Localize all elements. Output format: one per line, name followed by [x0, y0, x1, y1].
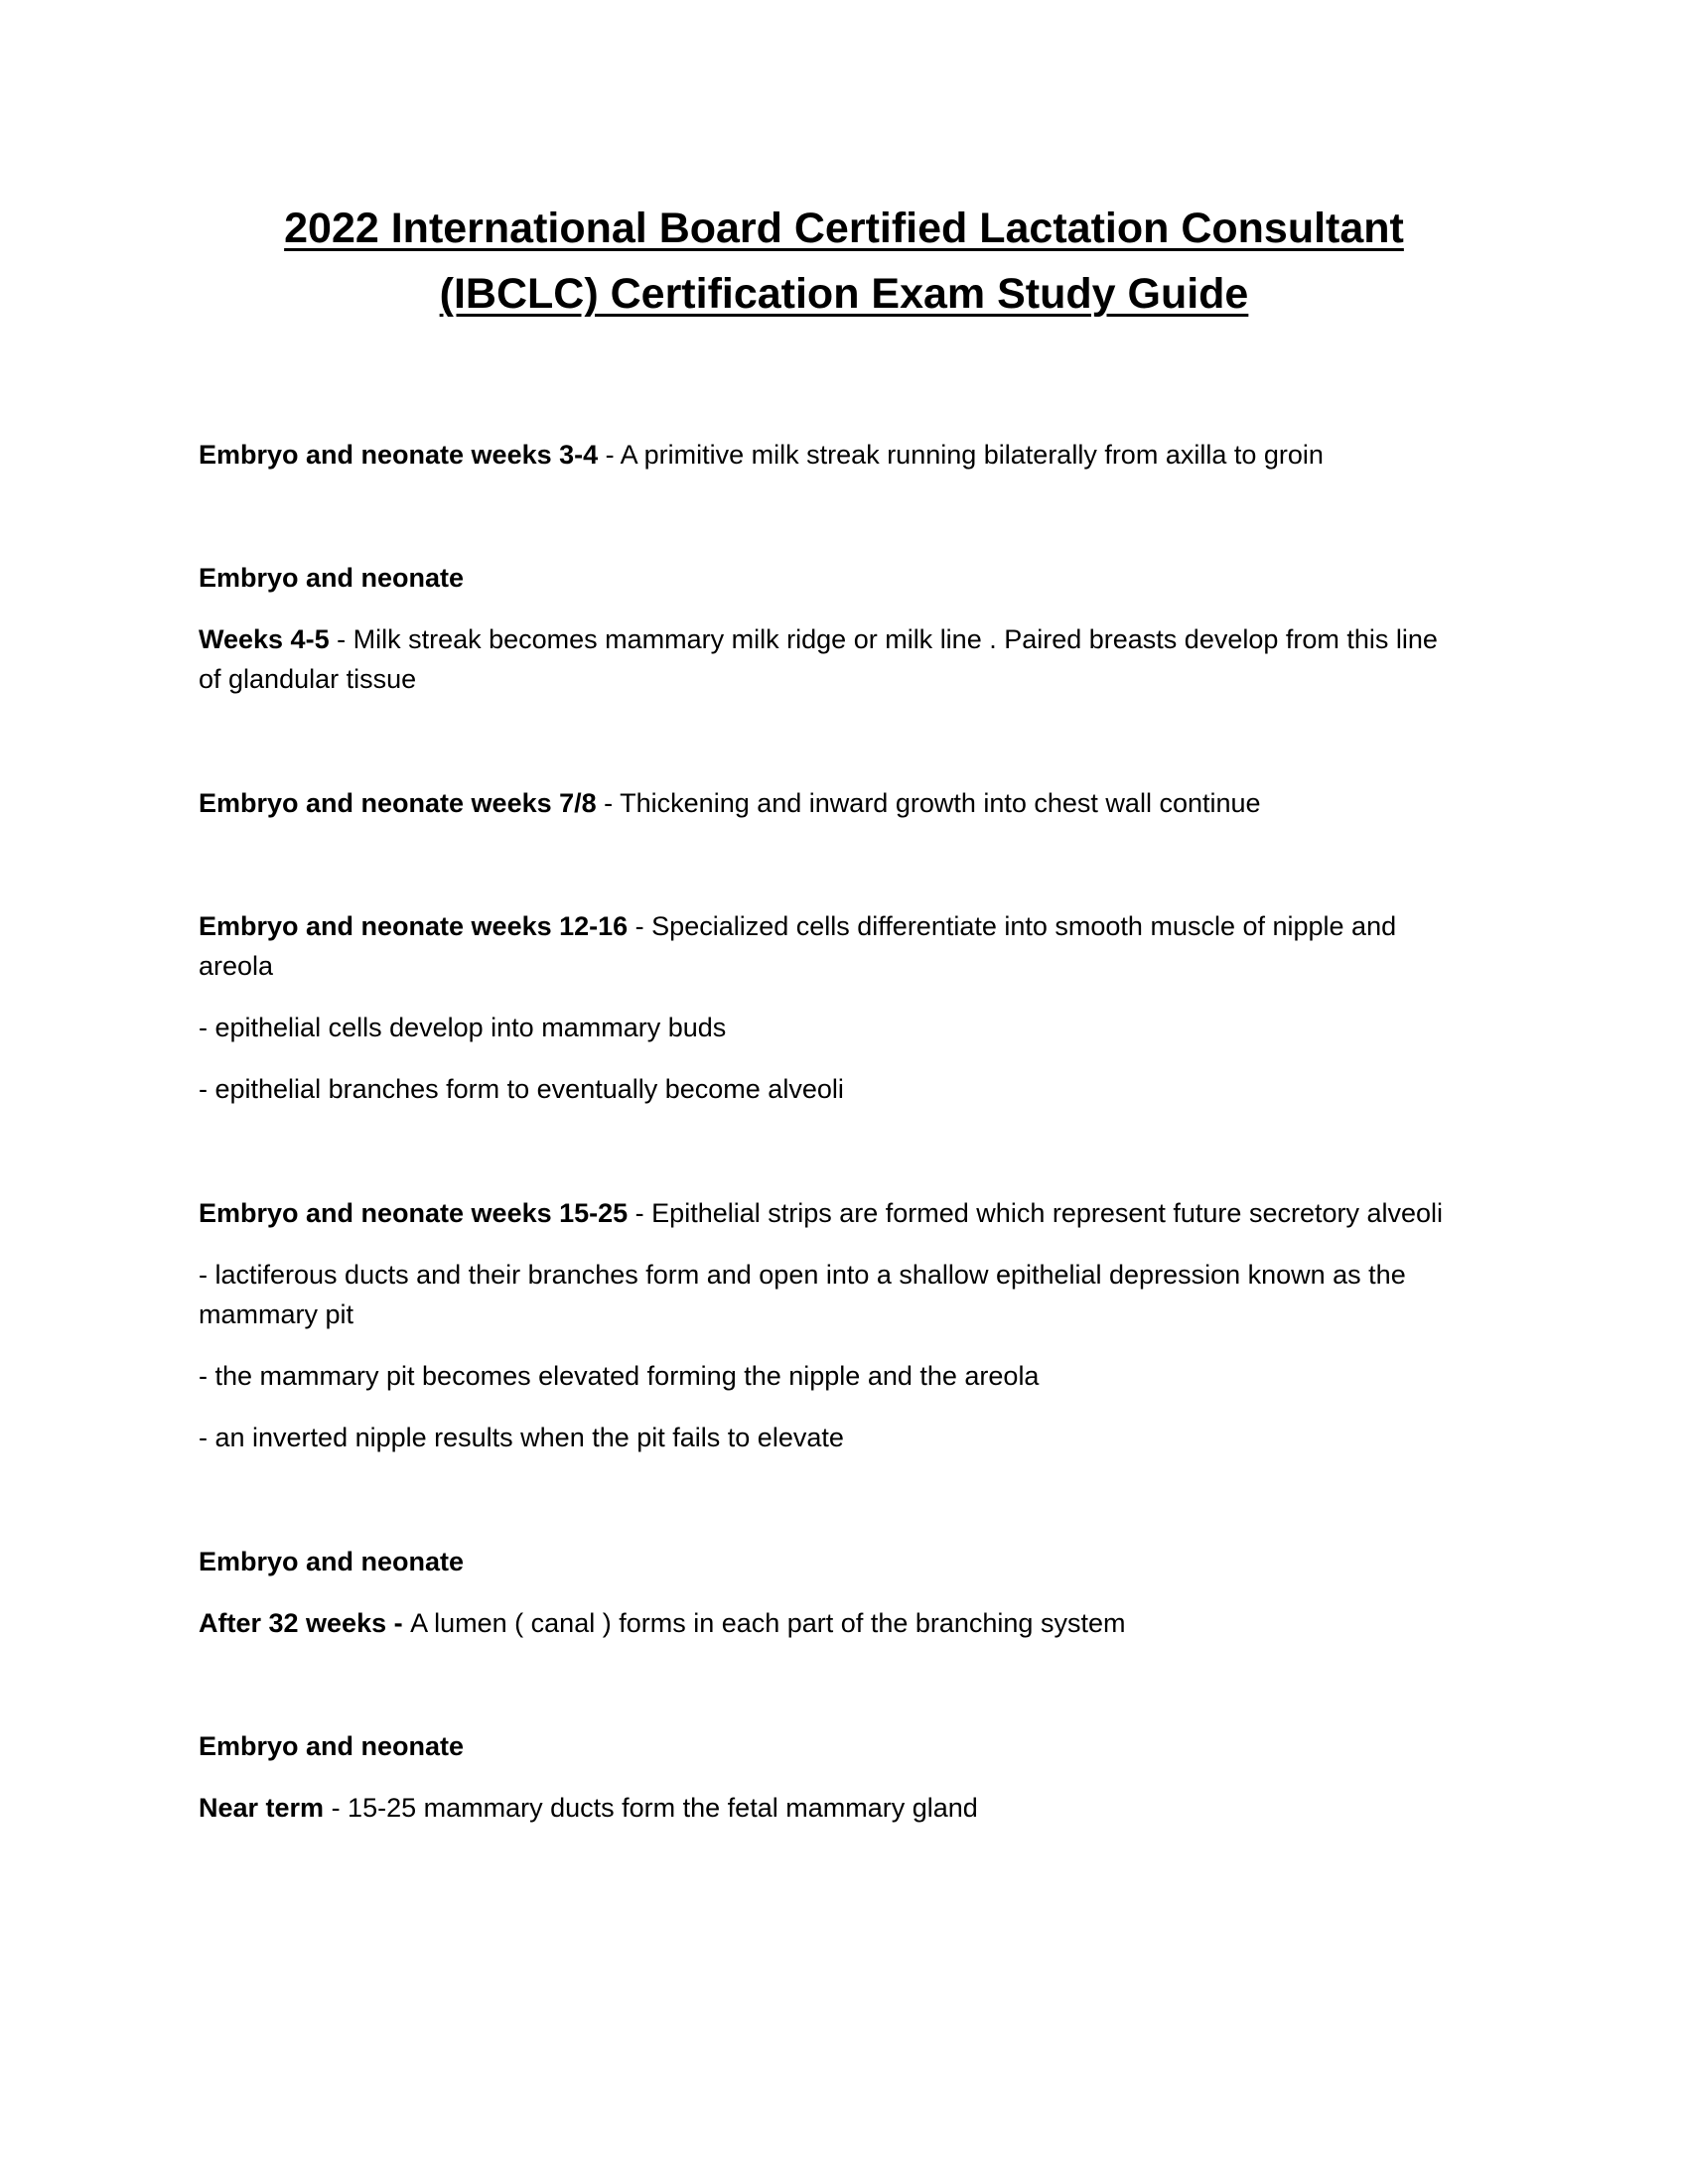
entry-weeks-3-4 [199, 435, 1489, 475]
entry-term: Near term [199, 1793, 325, 1823]
entry-term: After 32 weeks - [199, 1608, 411, 1638]
entry-term: Embryo and neonate weeks 15-25 [199, 1198, 629, 1228]
entry-definition: - A primitive milk streak running bilaterally from axilla to groin [598, 440, 1324, 470]
bullet-item: - epithelial branches form to eventually become alveoli [199, 1074, 844, 1104]
entry-definition-continued: areola [199, 951, 274, 981]
entry-after-32-weeks [199, 1603, 1489, 1643]
title-line-2: (IBCLC) Certification Exam Study Guide [439, 270, 1249, 318]
bullet-item: - lactiferous ducts and their branches form and open into a shallow epithelial depression known as the [199, 1260, 1406, 1290]
entry-term: Embryo and neonate weeks 7/8 [199, 788, 597, 818]
bullet-item-continued: mammary pit [199, 1299, 354, 1329]
entry-weeks-4-5 [199, 619, 1489, 659]
bullet-item: - the mammary pit becomes elevated forming the nipple and the areola [199, 1361, 1040, 1391]
entry-heading: Embryo and neonate [199, 1547, 465, 1576]
entry-definition-continued: of glandular tissue [199, 664, 417, 694]
bullet-item: - epithelial cells develop into mammary buds [199, 1013, 727, 1042]
entry-definition: - Milk streak becomes mammary milk ridge or milk line . Paired breasts develop from this line [329, 624, 1438, 654]
bullet-item: - an inverted nipple results when the pit fails to elevate [199, 1423, 844, 1452]
entry-definition: - 15-25 mammary ducts form the fetal mammary gland [324, 1793, 978, 1823]
entry-term: Weeks 4-5 [199, 624, 330, 654]
title-line-1: 2022 International Board Certified Lactation Consultant [284, 205, 1404, 252]
entry-term: Embryo and neonate weeks 12-16 [199, 911, 629, 941]
entry-near-term [199, 1788, 1489, 1828]
entry-heading: Embryo and neonate [199, 1731, 465, 1761]
entry-weeks-12-16 [199, 906, 1489, 946]
entry-definition: A lumen ( canal ) forms in each part of the branching system [410, 1608, 1126, 1638]
entry-weeks-15-25 [199, 1193, 1489, 1233]
entry-definition: - Epithelial strips are formed which represent future secretory alveoli [628, 1198, 1444, 1228]
document-title [199, 196, 1489, 327]
entry-term: Embryo and neonate weeks 3-4 [199, 440, 599, 470]
entry-definition: - Thickening and inward growth into chest wall continue [596, 788, 1261, 818]
entry-definition: - Specialized cells differentiate into smooth muscle of nipple and [628, 911, 1397, 941]
entry-weeks-7-8 [199, 783, 1489, 823]
entry-heading: Embryo and neonate [199, 563, 465, 593]
